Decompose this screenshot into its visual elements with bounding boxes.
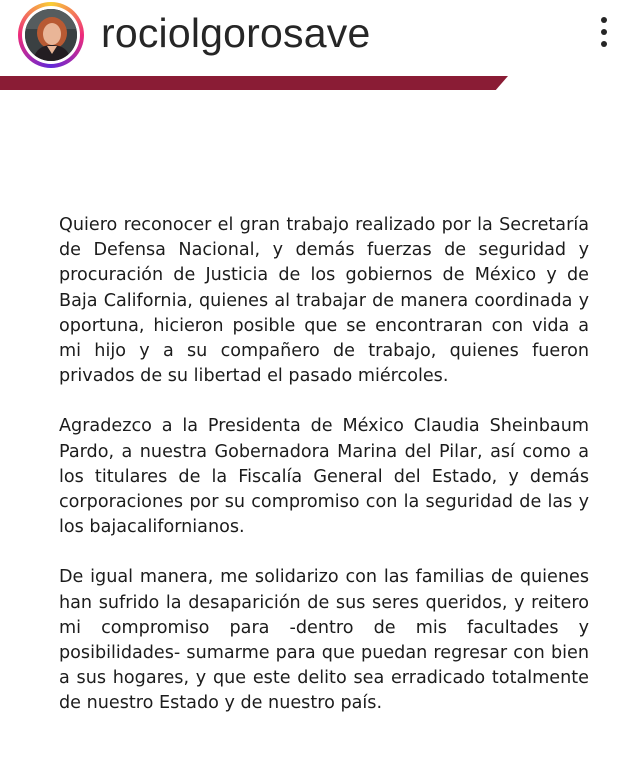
post-header [0, 0, 617, 72]
profile-photo-icon [25, 9, 77, 61]
vertical-ellipsis-icon [601, 29, 607, 35]
post-paragraph: Quiero reconocer el gran trabajo realizado por la Secretaría de Defensa Nacional, y demás fuerzas de seguridad y procuración de Justicia de los gobiernos de México y de Baja California, quienes al trabajar de manera coordinada y oportuna, hicieron posible que se encontraran con vida a mi hijo y a su compañero de trabajo, quienes fueron privados de su libertad el pasado miércoles. [59, 215, 589, 387]
more-options-button[interactable] [592, 12, 616, 52]
username[interactable]: rociolgorosave [101, 10, 371, 56]
post-paragraph: De igual manera, me solidarizo con las familias de quienes han sufrido la desaparición de sus seres queridos, y reitero mi compromiso para -dentro de mis facultades y posibilidades- sumarme para que puedan regresar con bien a sus hogares, y que este delito sea erradicado totalmente de nuestro Estado y de nuestro país. [59, 567, 589, 714]
post-paragraph: Agradezco a la Presidenta de México Claudia Sheinbaum Pardo, a nuestra Gobernadora Marina del Pilar, así como a los titulares de la Fiscalía General del Estado, y demás corporaciones por su compromiso con la seguridad de las y los bajacalifornianos. [59, 416, 589, 538]
vertical-ellipsis-icon [601, 41, 607, 47]
vertical-ellipsis-icon [601, 17, 607, 23]
banner-stripe [0, 76, 508, 90]
avatar[interactable] [18, 2, 84, 68]
avatar-ring-gap [22, 6, 80, 64]
post-text [59, 213, 589, 742]
